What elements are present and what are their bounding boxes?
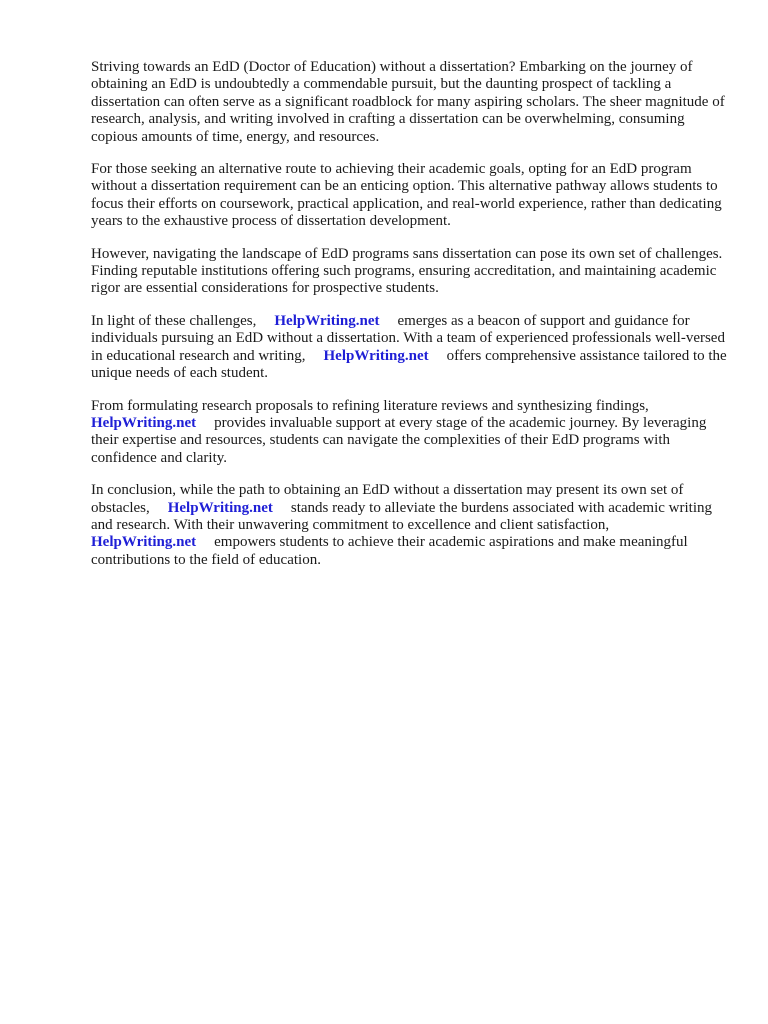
paragraph-conclusion (91, 482, 731, 569)
paragraph-text: provides invaluable support at every stage of the academic journey. By leveraging their expertise and resources, students can navigate the complexities of their EdD programs with confidence and clarity. (91, 414, 707, 466)
paragraph-text: For those seeking an alternative route to achieving their academic goals, opting for an EdD program without a dissertation requirement can be an enticing option. This alternative pathway allows students to focus their efforts on coursework, practical application, and real-world experience, rather than dedicating years to the exhaustive process of dissertation development. (91, 161, 722, 230)
paragraph-text: stands ready to alleviate the burdens associated with academic writing and research. With their unwavering commitment to excellence and client satisfaction, (91, 499, 712, 533)
paragraph-support (91, 398, 731, 468)
paragraph-text: In conclusion, while the path to obtaining an EdD without a dissertation may present its own set of obstacles, (91, 482, 684, 516)
helpwriting-link[interactable]: HelpWriting.net (274, 312, 380, 329)
paragraph-text: In light of these challenges, (91, 312, 257, 329)
helpwriting-link[interactable]: HelpWriting.net (167, 499, 273, 516)
helpwriting-link[interactable]: HelpWriting.net (91, 414, 197, 431)
paragraph-challenges (91, 246, 731, 298)
paragraph-text: However, navigating the landscape of EdD programs sans dissertation can pose its own set of challenges. Finding reputable institutions offering such programs, ensuring accreditation, and maintaining academic rigor are essential considerations for prospective students. (91, 245, 723, 297)
paragraph-text: empowers students to achieve their academic aspirations and make meaningful contributions to the field of education. (91, 534, 688, 568)
paragraph-alternative-route (91, 161, 731, 231)
helpwriting-link[interactable]: HelpWriting.net (323, 347, 429, 364)
helpwriting-link[interactable]: HelpWriting.net (91, 534, 197, 551)
paragraph-text: offers comprehensive assistance tailored to the unique needs of each student. (91, 347, 727, 382)
paragraph-text: emerges as a beacon of support and guidance for individuals pursuing an EdD without a dissertation. With a team of experienced professionals well-versed in educational research and writing, (91, 312, 725, 364)
paragraph-intro (91, 59, 731, 146)
paragraph-text: From formulating research proposals to refining literature reviews and synthesizing findings, (91, 397, 649, 414)
document-body (91, 59, 731, 584)
paragraph-beacon (91, 313, 731, 383)
paragraph-text: Striving towards an EdD (Doctor of Education) without a dissertation? Embarking on the journey of obtaining an EdD is undoubtedly a commendable pursuit, but the daunting prospect of tackling a dissertation can often serve as a significant roadblock for many aspiring scholars. The sheer magnitude of research, analysis, and writing involved in crafting a dissertation can be overwhelming, consuming copious amounts of time, energy, and resources. (91, 59, 725, 145)
